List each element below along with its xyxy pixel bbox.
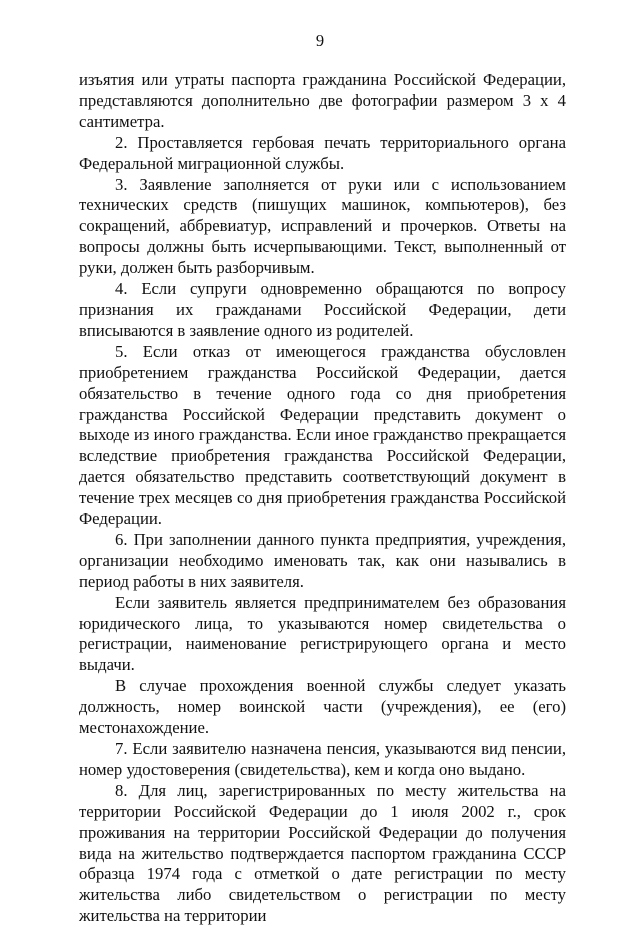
document-body	[79, 70, 566, 927]
paragraph-item-2: 2. Проставляется гербовая печать территориального органа Федеральной миграционной службы.	[79, 132, 566, 173]
paragraph-item-4: 4. Если супруги одновременно обращаются по вопросу признания их гражданами Российской Федерации, дети вписываются в заявление одного из родителей.	[79, 279, 566, 340]
paragraph-continuation: изъятия или утраты паспорта гражданина Российской Федерации, представляются дополнительно две фотографии размером 3 х 4 сантиметра.	[79, 70, 566, 131]
page-number: 9	[315, 31, 325, 50]
paragraph-item-6: 6. При заполнении данного пункта предприятия, учреждения, организации необходимо именовать так, как они назывались в период работы в них заявителя.	[79, 529, 566, 591]
paragraph-item-7: 7. Если заявителю назначена пенсия, указываются вид пенсии, номер удостоверения (свидетельства), кем и когда оно выдано.	[79, 739, 566, 779]
paragraph-item-5: 5. Если отказ от имеющегося гражданства обусловлен приобретением гражданства Российской Федерации, дается обязательство в течение одного года со дня приобретения гражданства Российской Федерации представить документ о выходе из иного гражданства. Если иное гражданство прекращается вследствие приобретения гражданства Российской Федерации, дается обязательство представить соответствующий документ в течение трех месяцев со дня приобретения гражданства Российской Федерации.	[79, 341, 566, 529]
paragraph-item-6-military: В случае прохождения военной службы следует указать должность, номер воинской части (учреждения), ее (его) местонахождение.	[79, 676, 566, 738]
paragraph-item-6-entrepreneur: Если заявитель является предпринимателем без образования юридического лица, то указываются номер свидетельства о регистрации, наименование регистрирующего органа и место выдачи.	[79, 592, 566, 675]
paragraph-item-3: 3. Заявление заполняется от руки или с использованием технических средств (пишущих машинок, компьютеров), без сокращений, аббревиатур, исправлений и прочерков. Ответы на вопросы должны быть исчерпывающими. Текст, выполненный от руки, должен быть разборчивым.	[79, 174, 566, 278]
paragraph-item-8: 8. Для лиц, зарегистрированных по месту жительства на территории Российской Федерации до 1 июля 2002 г., срок проживания на территории Российской Федерации до получения вида на жительство подтверждается паспортом гражданина СССР образца 1974 года с отметкой о дате регистрации по месту жительства либо свидетельством о регистрации по месту жительства на территории	[79, 780, 566, 926]
